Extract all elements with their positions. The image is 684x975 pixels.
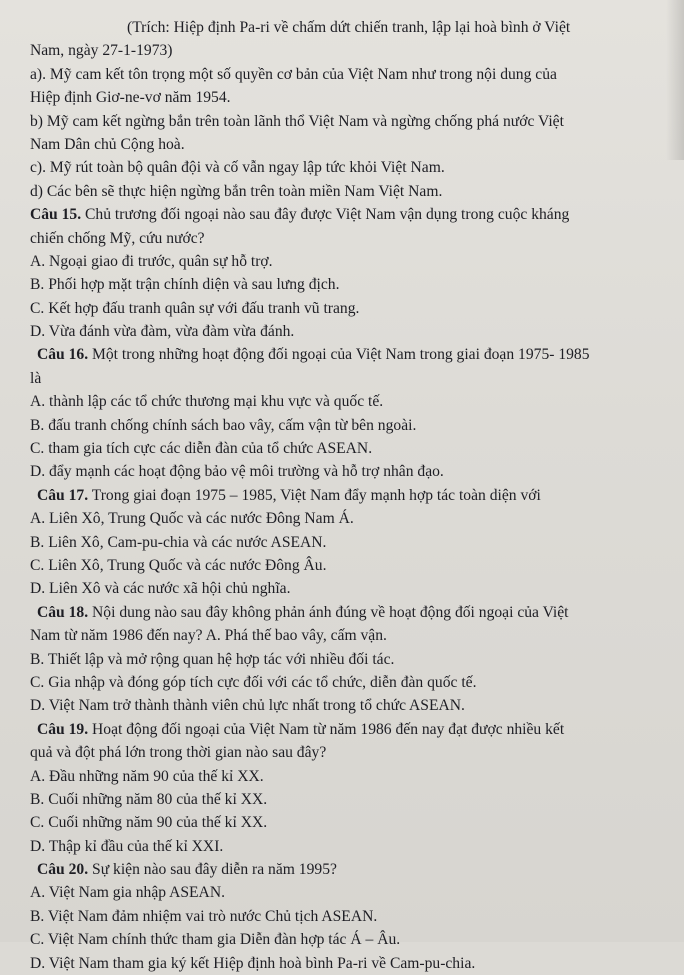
source-citation-line-1: (Trích: Hiệp định Pa-ri về chấm dứt chiến tranh, lập lại hoà bình ở Việt [127, 19, 571, 36]
q17-stem-text: Trong giai đoạn 1975 – 1985, Việt Nam đẩy mạnh hợp tác toàn diện với [88, 486, 541, 504]
q20-option-a: A. Việt Nam gia nhập ASEAN. [30, 884, 225, 902]
q15-stem-line-2: chiến chống Mỹ, cứu nước? [30, 229, 205, 247]
q17-option-d: D. Liên Xô và các nước xã hội chủ nghĩa. [30, 580, 291, 598]
q14-option-b-line-2: Nam Dân chủ Cộng hoà. [30, 135, 185, 153]
q14-option-d: d) Các bên sẽ thực hiện ngừng bắn trên toàn miền Nam Việt Nam. [30, 182, 443, 200]
q14-option-b-line-1: b) Mỹ cam kết ngừng bắn trên toàn lãnh thổ Việt Nam và ngừng chống phá nước Việt [30, 112, 564, 130]
q17-label: Câu 17. [37, 486, 89, 504]
q18-option-d: D. Việt Nam trở thành thành viên chủ lực nhất trong tổ chức ASEAN. [30, 697, 465, 715]
q14-option-a-line-2: Hiệp định Giơ-ne-vơ năm 1954. [30, 89, 231, 107]
source-citation-line-2: Nam, ngày 27-1-1973) [30, 42, 173, 60]
q15-stem-line-1 [30, 203, 680, 226]
q15-option-a: A. Ngoại giao đi trước, quân sự hỗ trợ. [30, 252, 273, 270]
q18-stem-text: Nội dung nào sau đây không phản ánh đúng về hoạt động đối ngoại của Việt [88, 603, 569, 621]
q19-stem-text: Hoạt động đối ngoại của Việt Nam từ năm 1986 đến nay đạt được nhiều kết [88, 720, 565, 738]
q15-stem-text: Chủ trương đối ngoại nào sau đây được Việt Nam vận dụng trong cuộc kháng [81, 206, 570, 224]
q15-option-d: D. Vừa đánh vừa đàm, vừa đàm vừa đánh. [30, 323, 295, 341]
q19-label: Câu 19. [37, 720, 89, 738]
q19-option-b: B. Cuối những năm 80 của thế kỉ XX. [30, 790, 268, 808]
q14-option-a-line-1: a). Mỹ cam kết tôn trọng một số quyền cơ bản của Việt Nam như trong nội dung của [30, 65, 557, 83]
q19-option-d: D. Thập kỉ đầu của thế kỉ XXI. [30, 837, 224, 855]
q16-stem-line-2: là [30, 369, 42, 387]
q18-stem-line-2: Nam từ năm 1986 đến nay? A. Phá thế bao vây, cấm vận. [30, 627, 387, 645]
q16-option-d: D. đẩy mạnh các hoạt động bảo vệ môi trường và hỗ trợ nhân đạo. [30, 463, 444, 481]
q17-stem [30, 484, 680, 507]
q20-option-b: B. Việt Nam đảm nhiệm vai trò nước Chủ tịch ASEAN. [30, 907, 378, 925]
q15-option-c: C. Kết hợp đấu tranh quân sự với đấu tranh vũ trang. [30, 299, 360, 317]
q16-label: Câu 16. [37, 346, 89, 364]
q18-option-b: B. Thiết lập và mở rộng quan hệ hợp tác với nhiều đối tác. [30, 650, 395, 668]
q19-stem-line-2: quả và đột phá lớn trong thời gian nào sau đây? [30, 744, 327, 762]
q20-label: Câu 20. [37, 861, 89, 879]
q17-option-b: B. Liên Xô, Cam-pu-chia và các nước ASEAN. [30, 533, 327, 551]
q16-stem-line-1 [30, 343, 680, 366]
q20-option-c: C. Việt Nam chính thức tham gia Diễn đàn hợp tác Á – Âu. [30, 931, 401, 949]
q17-option-a: A. Liên Xô, Trung Quốc và các nước Đông Nam Á. [30, 510, 354, 528]
q16-option-b: B. đấu tranh chống chính sách bao vây, cấm vận từ bên ngoài. [30, 416, 417, 434]
q18-label: Câu 18. [37, 603, 89, 621]
q20-stem [30, 858, 680, 881]
q17-option-c: C. Liên Xô, Trung Quốc và các nước Đông Âu. [30, 556, 327, 574]
q19-option-c: C. Cuối những năm 90 của thế kỉ XX. [30, 814, 268, 832]
exam-text [30, 16, 680, 975]
q20-stem-text: Sự kiện nào sau đây diễn ra năm 1995? [88, 861, 337, 879]
q16-option-a: A. thành lập các tổ chức thương mại khu vực và quốc tế. [30, 393, 384, 411]
q20-option-d: D. Việt Nam tham gia ký kết Hiệp định hoà bình Pa-ri về Cam-pu-chia. [30, 954, 476, 972]
q14-option-c: c). Mỹ rút toàn bộ quân đội và cố vẫn ngay lập tức khỏi Việt Nam. [30, 159, 445, 177]
q16-option-c: C. tham gia tích cực các diễn đàn của tổ chức ASEAN. [30, 440, 373, 458]
q18-stem-line-1 [30, 601, 680, 624]
q18-option-c: C. Gia nhập và đóng góp tích cực đối với các tổ chức, diễn đàn quốc tế. [30, 673, 477, 691]
q15-option-b: B. Phối hợp mặt trận chính diện và sau lưng địch. [30, 276, 340, 294]
q15-label: Câu 15. [30, 206, 82, 224]
q19-stem-line-1 [30, 718, 680, 741]
q16-stem-text: Một trong những hoạt động đối ngoại của Việt Nam trong giai đoạn 1975- 1985 [88, 346, 590, 364]
q19-option-a: A. Đầu những năm 90 của thế kỉ XX. [30, 767, 264, 785]
